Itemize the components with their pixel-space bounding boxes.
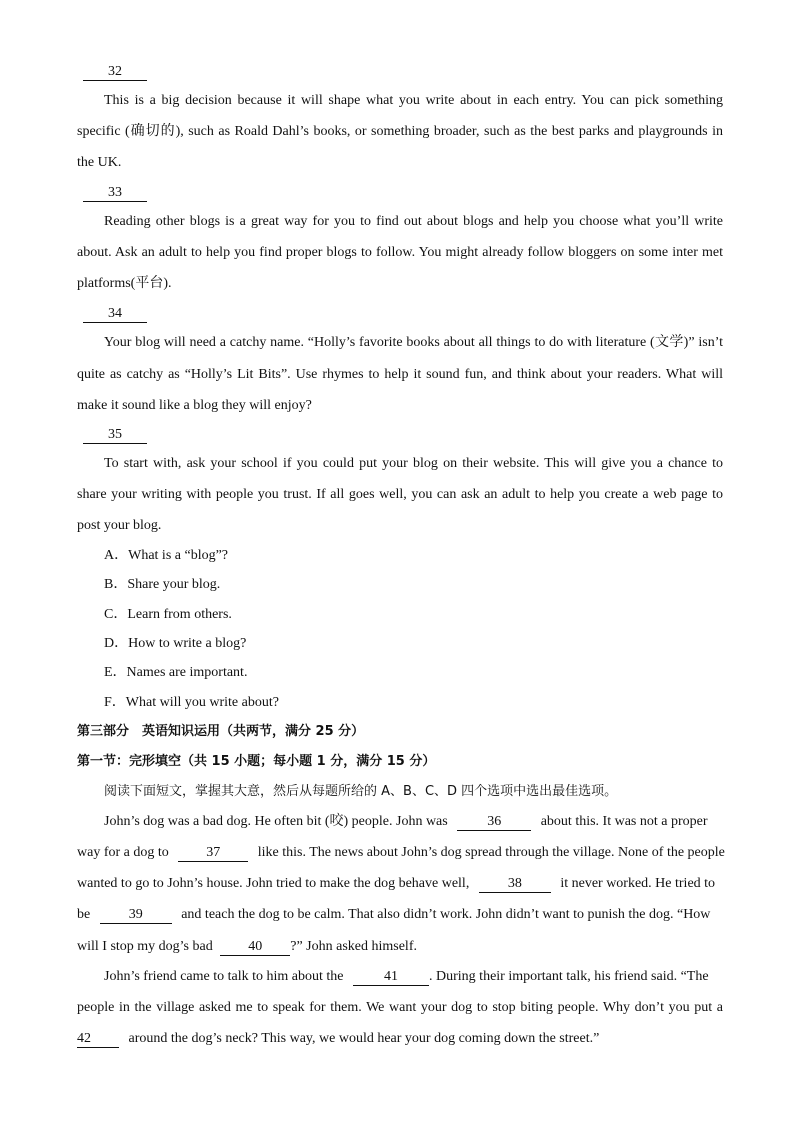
paragraph-32-line-3: the UK. xyxy=(77,155,122,170)
answer-blank-42[interactable]: 42 xyxy=(77,1031,119,1048)
answer-blank-35[interactable]: 35 xyxy=(83,427,147,444)
option-d: D．How to write a blog? xyxy=(104,636,247,651)
cloze-text: ?” John asked himself. xyxy=(290,939,417,954)
cloze-line-8 xyxy=(77,1030,723,1048)
paragraph-34-line-3: make it sound like a blog they will enjoy? xyxy=(77,398,312,413)
paragraph-32-line-1: This is a big decision because it will shape what you write about in each entry. You can pick something xyxy=(104,93,723,108)
cloze-text: John’s friend came to talk to him about the xyxy=(104,969,344,984)
cloze-line-3 xyxy=(77,875,723,893)
cloze-text: about this. It was not a proper xyxy=(540,814,708,829)
answer-blank-39[interactable]: 39 xyxy=(100,907,172,924)
cloze-text: wanted to go to John’s house. John tried to make the dog behave well, xyxy=(77,876,470,891)
paragraph-33-line-2: about. Ask an adult to help you find proper blogs to follow. You might already follow bloggers on some inter met xyxy=(77,245,723,260)
option-e: E．Names are important. xyxy=(104,665,248,680)
paragraph-35-line-1: To start with, ask your school if you could put your blog on their website. This will give you a chance to xyxy=(104,456,723,471)
answer-blank-40[interactable]: 40 xyxy=(220,939,290,956)
cloze-text: John’s dog was a bad dog. He often bit (咬) people. John was xyxy=(104,814,448,829)
answer-blank-34[interactable]: 34 xyxy=(83,306,147,323)
cloze-text: will I stop my dog’s bad xyxy=(77,939,213,954)
cloze-line-6 xyxy=(104,968,723,986)
cloze-text: it never worked. He tried to xyxy=(560,876,716,891)
cloze-text: around the dog’s neck? This way, we would hear your dog coming down the street.” xyxy=(128,1031,600,1046)
answer-blank-38[interactable]: 38 xyxy=(479,876,551,893)
paragraph-35-line-3: post your blog. xyxy=(77,518,162,533)
paragraph-34-line-2: quite as catchy as “Holly’s Lit Bits”. Use rhymes to help it sound fun, and think about your readers. What will xyxy=(77,367,723,382)
option-f: F．What will you write about? xyxy=(104,695,279,710)
option-c: C．Learn from others. xyxy=(104,607,232,622)
cloze-line-7: people in the village asked me to speak for them. We want your dog to stop biting people. Why don’t you put a xyxy=(77,1000,723,1015)
cloze-line-2 xyxy=(77,844,723,862)
cloze-instruction: 阅读下面短文，掌握其大意，然后从每题所给的 A、B、C、D 四个选项中选出最佳选项。 xyxy=(104,784,618,799)
option-a: A．What is a “blog”? xyxy=(104,548,229,563)
cloze-text: . During their important talk, his friend said. “The xyxy=(429,969,709,984)
answer-blank-37[interactable]: 37 xyxy=(178,845,248,862)
cloze-text: way for a dog to xyxy=(77,845,169,860)
blank-line-33 xyxy=(77,184,723,202)
cloze-text: be xyxy=(77,907,91,922)
cloze-text: like this. The news about John’s dog spread through the village. None of the people xyxy=(257,845,725,860)
cloze-line-1 xyxy=(104,813,723,831)
paragraph-34-line-1: Your blog will need a catchy name. “Holly’s favorite books about all things to do with literature (文学)” isn’t xyxy=(104,335,723,350)
blank-line-35 xyxy=(77,426,723,444)
paragraph-33-line-1: Reading other blogs is a great way for you to find out about blogs and help you choose what you’ll write xyxy=(104,214,723,229)
section-one-title: 第一节：完形填空（共 15 小题；每小题 1 分，满分 15 分） xyxy=(77,754,436,769)
cloze-line-4 xyxy=(77,906,723,924)
paragraph-33-line-3: platforms(平台). xyxy=(77,276,172,291)
answer-blank-41[interactable]: 41 xyxy=(353,969,429,986)
part-three-title: 第三部分 英语知识运用（共两节，满分 25 分） xyxy=(77,724,365,739)
paragraph-35-line-2: share your writing with people you trust. If all goes well, you can ask an adult to help you create a web page to xyxy=(77,487,723,502)
paragraph-32-line-2: specific (确切的), such as Roald Dahl’s books, or something broader, such as the best parks and playgrounds in xyxy=(77,124,723,139)
cloze-text: and teach the dog to be calm. That also didn’t work. John didn’t want to punish the dog. “How xyxy=(181,907,711,922)
answer-blank-33[interactable]: 33 xyxy=(83,185,147,202)
option-b: B．Share your blog. xyxy=(104,577,221,592)
cloze-line-5 xyxy=(77,938,723,956)
blank-line-32 xyxy=(77,63,723,81)
blank-line-34 xyxy=(77,305,723,323)
answer-blank-32[interactable]: 32 xyxy=(83,64,147,81)
answer-blank-36[interactable]: 36 xyxy=(457,814,531,831)
